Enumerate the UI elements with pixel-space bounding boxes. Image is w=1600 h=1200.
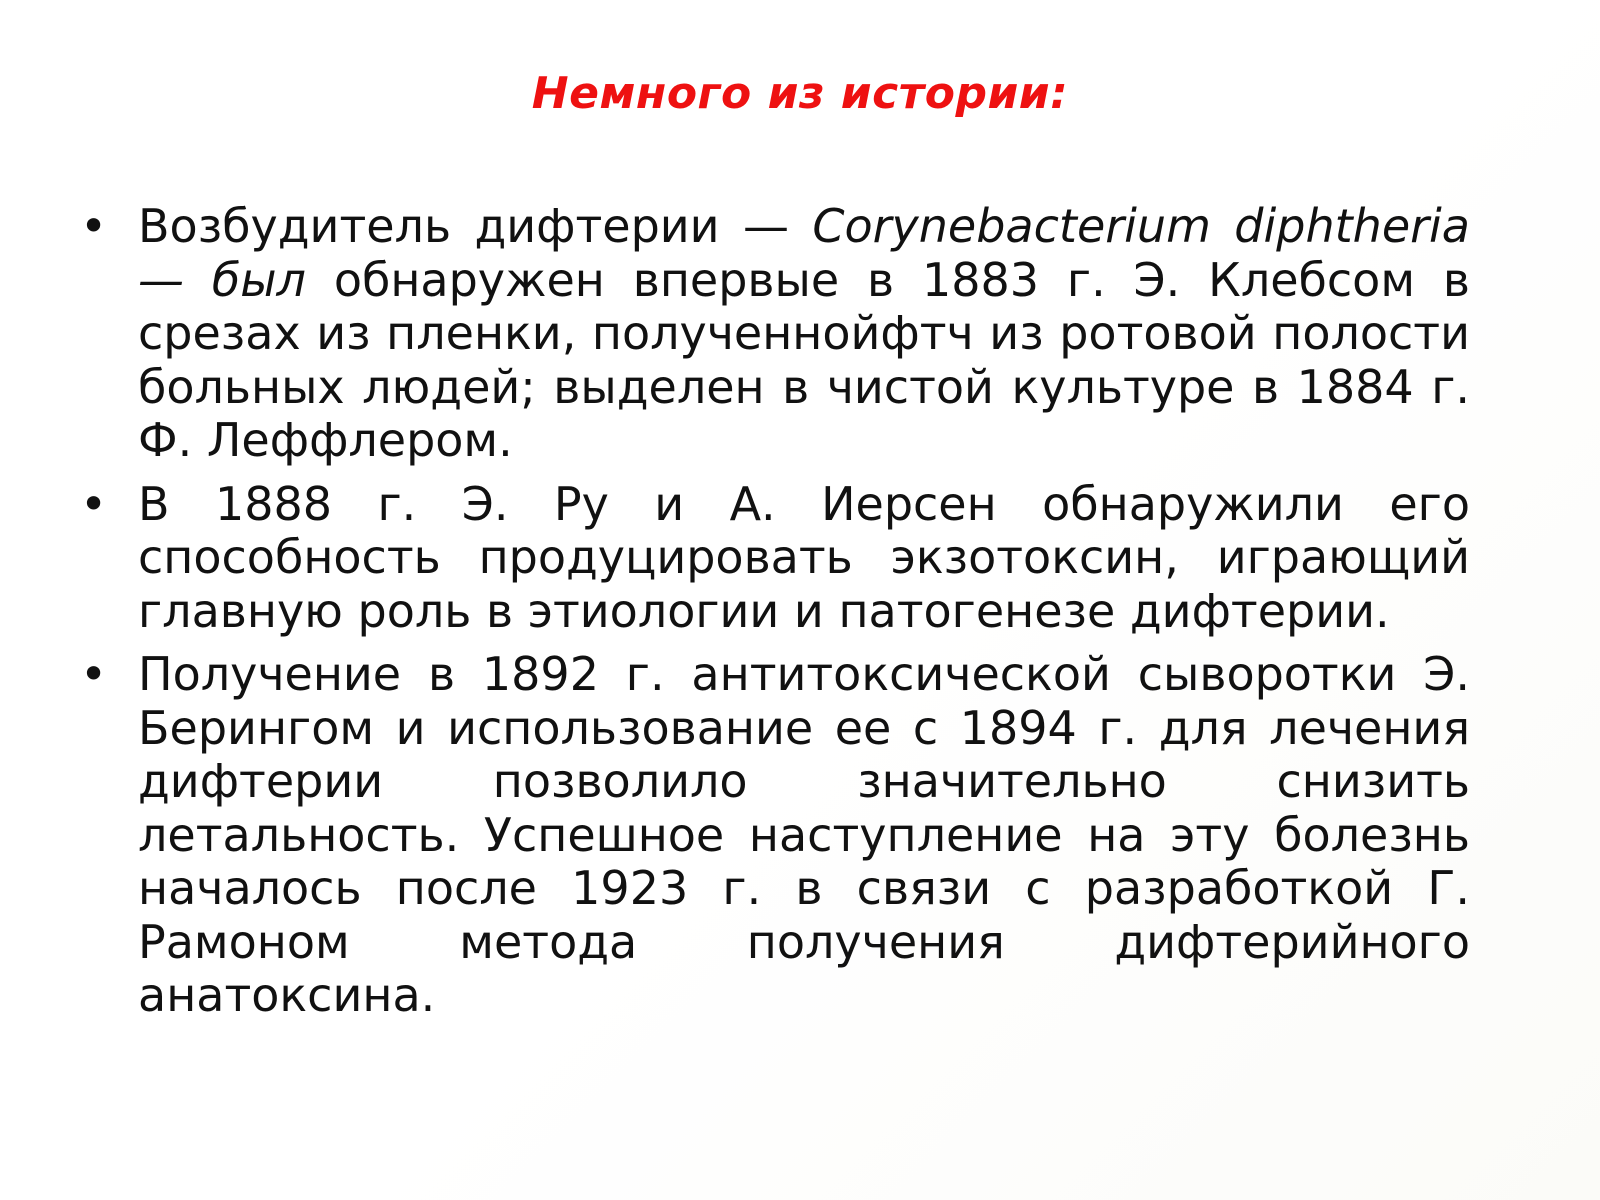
slide-title: Немного из истории: (531, 68, 1069, 119)
bullet-icon: • (80, 199, 108, 253)
bullet-item-1 (80, 200, 1470, 468)
bullet-icon: • (80, 647, 108, 701)
bullet-3-text: Получение в 1892 г. антитоксической сыворотки Э. Берингом и использование ее с 1894 г. для лечения дифтерии позволило значительно снизить летальность. Успешное наступление на эту болезнь началось после 1923 г. в связи с разработкой Г. Рамоном метода получения дифтерийного анатоксина. (138, 647, 1470, 1022)
bullet-item-2 (80, 478, 1470, 639)
bullet-icon: • (80, 476, 108, 531)
bullet-1-text-rest: обнаружен впервые в 1883 г. Э. Клебсом в срезах из пленки, полученнойфтч из ротовой полости больных людей; выделен в чистой культуре в 1884 г. Ф. Леффлером. (138, 252, 1471, 467)
bullet-1-text: Возбудитель дифтерии — (138, 199, 813, 253)
bullet-1-italic-text: Corynebacterium diphtheria — был (138, 199, 1470, 307)
bullet-list (80, 200, 1470, 1033)
bullet-item-3 (80, 648, 1470, 1023)
bullet-2-text: В 1888 г. Э. Ру и А. Иерсен обнаружили его способность продуцировать экзотоксин, играющий главную роль в этиологии и патогенезе дифтерии. (138, 476, 1470, 638)
